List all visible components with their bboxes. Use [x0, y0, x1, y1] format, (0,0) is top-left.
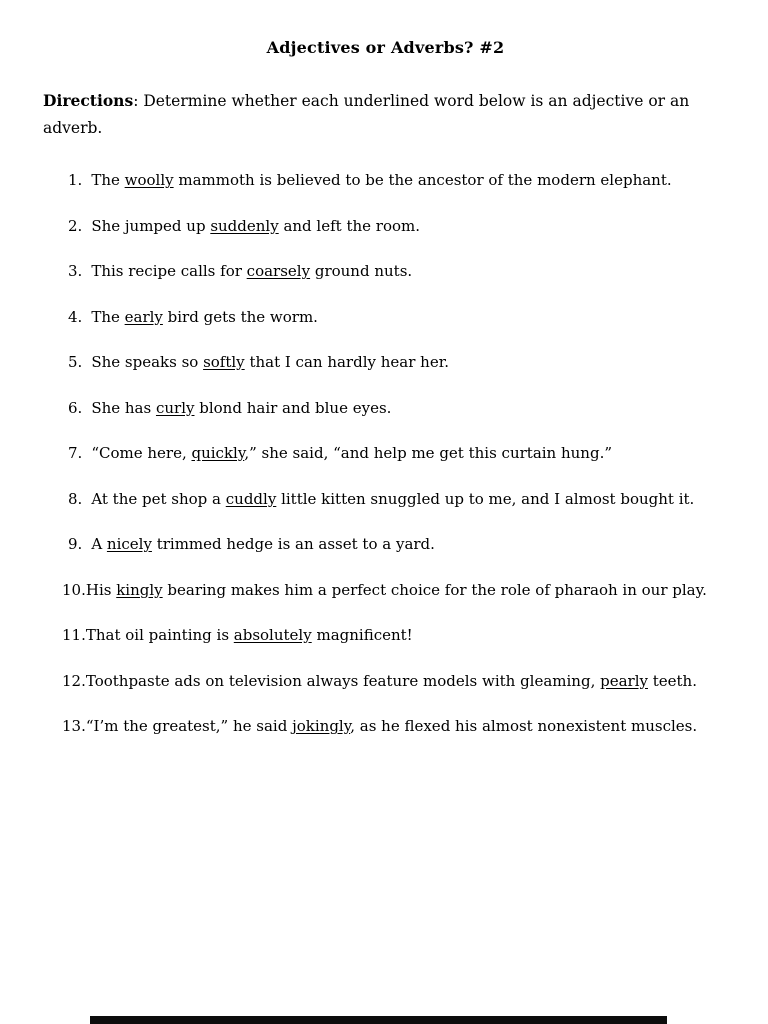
- item-number: 5.: [68, 353, 83, 371]
- underlined-word: nicely: [106, 535, 152, 553]
- underlined-word: early: [124, 307, 163, 326]
- sentence-item: [62, 216, 714, 236]
- sentence-item: [62, 580, 714, 600]
- underlined-word: curly: [155, 398, 195, 417]
- sentence-post: blond hair and blue eyes.: [194, 398, 392, 417]
- page-bottom-edge: [90, 1016, 667, 1024]
- item-number: 9.: [68, 535, 83, 553]
- sentence-post: mammoth is believed to be the ancestor of the modern elephant.: [173, 171, 672, 189]
- underlined-word: woolly: [124, 171, 174, 189]
- sentence-post: and left the room.: [278, 216, 421, 235]
- sentence-pre: His: [85, 580, 117, 599]
- item-number: 10.: [62, 580, 86, 599]
- sentence-post: teeth.: [647, 671, 697, 690]
- sentence-pre: A: [91, 535, 107, 553]
- underlined-word: jokingly: [292, 717, 351, 735]
- sentence-item: [62, 534, 714, 554]
- sentence-pre: This recipe calls for: [91, 262, 247, 280]
- sentence-pre: She jumped up: [91, 216, 211, 235]
- sentence-item: [62, 671, 714, 691]
- sentence-post: little kitten snuggled up to me, and I almost bought it.: [276, 489, 695, 508]
- worksheet-title: Adjectives or Adverbs? #2: [266, 38, 505, 57]
- underlined-word: kingly: [116, 580, 163, 599]
- item-number: 6.: [68, 398, 83, 417]
- underlined-word: coarsely: [246, 262, 311, 280]
- directions: [43, 87, 728, 142]
- sentence-post: bearing makes him a perfect choice for the role of pharaoh in our play.: [162, 580, 707, 599]
- sentence-pre: “I’m the greatest,” he said: [85, 717, 293, 735]
- sentence-item: [62, 398, 714, 418]
- underlined-word: absolutely: [233, 626, 312, 644]
- sentence-item: [62, 261, 714, 281]
- sentence-post: trimmed hedge is an asset to a yard.: [151, 535, 435, 553]
- sentence-post: , as he flexed his almost nonexistent muscles.: [350, 717, 698, 735]
- sentence-post: that I can hardly hear her.: [244, 353, 449, 371]
- sentence-pre: The: [91, 171, 125, 189]
- sentence-post: ground nuts.: [310, 262, 413, 280]
- underlined-word: cuddly: [225, 489, 277, 508]
- item-number: 12.: [62, 671, 86, 690]
- underlined-word: softly: [203, 353, 245, 371]
- underlined-word: pearly: [600, 671, 648, 690]
- item-number: 3.: [68, 262, 83, 280]
- underlined-word: suddenly: [210, 216, 279, 235]
- directions-text: : Determine whether each underlined word below is an adjective or an adverb.: [43, 92, 690, 137]
- sentence-item: [62, 443, 714, 463]
- item-number: 11.: [62, 626, 86, 644]
- directions-label: Directions: [43, 91, 134, 110]
- sentence-pre: At the pet shop a: [91, 489, 226, 508]
- item-number: 7.: [68, 444, 83, 462]
- sentence-item: [62, 489, 714, 509]
- sentence-pre: The: [91, 307, 125, 326]
- item-number: 13.: [62, 717, 86, 735]
- sentence-list: [43, 170, 728, 736]
- sentence-pre: Toothpaste ads on television always feature models with gleaming,: [85, 671, 601, 690]
- sentence-item: [62, 352, 714, 372]
- sentence-pre: She has: [91, 398, 156, 417]
- sentence-item: [62, 716, 714, 736]
- sentence-item: [62, 170, 714, 190]
- sentence-item: [62, 307, 714, 327]
- sentence-pre: That oil painting is: [85, 626, 234, 644]
- underlined-word: quickly: [191, 444, 245, 462]
- item-number: 4.: [68, 307, 83, 326]
- item-number: 2.: [68, 216, 83, 235]
- sentence-pre: “Come here,: [91, 444, 192, 462]
- item-number: 1.: [68, 171, 83, 189]
- sentence-post: magnificent!: [311, 626, 413, 644]
- sentence-post: bird gets the worm.: [162, 307, 318, 326]
- item-number: 8.: [68, 489, 83, 508]
- sentence-pre: She speaks so: [91, 353, 204, 371]
- sentence-post: ,” she said, “and help me get this curtain hung.”: [244, 444, 613, 462]
- sentence-item: [62, 625, 714, 645]
